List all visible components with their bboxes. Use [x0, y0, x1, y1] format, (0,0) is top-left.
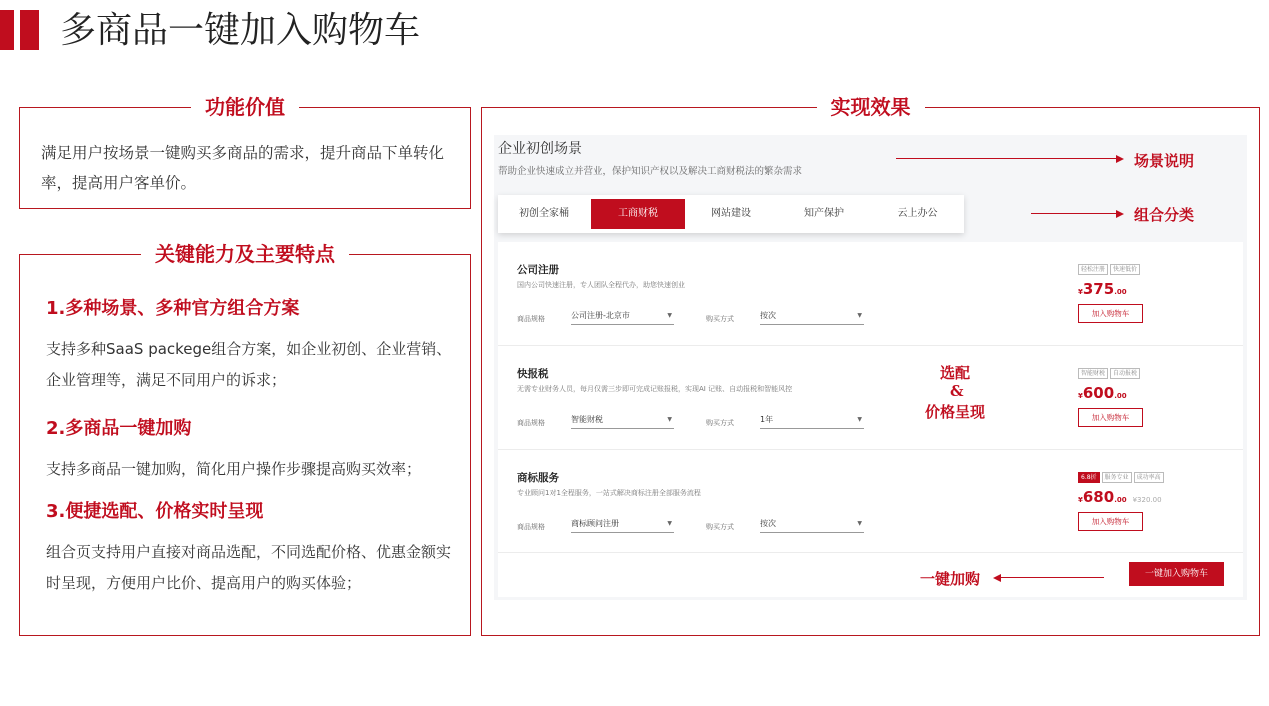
function-value-panel	[19, 95, 471, 209]
scene-description: 帮助企业快速成立并营业，保护知识产权以及解决工商财税法的繁杂需求	[498, 166, 803, 177]
buy-label: 购买方式	[706, 523, 734, 531]
discount-badge: 6.8折	[1078, 472, 1100, 483]
function-value-heading: 功能价值	[20, 94, 470, 120]
spec-select[interactable]: 智能财税 ▼	[571, 413, 674, 429]
effect-heading: 实现效果	[482, 94, 1259, 120]
chevron-down-icon: ▼	[857, 416, 862, 423]
arrow-right-icon	[1116, 155, 1124, 163]
buy-select[interactable]: 1年 ▼	[760, 413, 864, 429]
arrow-right-icon	[1116, 210, 1124, 218]
key-features-panel	[19, 242, 471, 636]
spec-select[interactable]: 商标顾问注册 ▼	[571, 517, 674, 533]
chevron-down-icon: ▼	[667, 416, 672, 423]
spec-select[interactable]: 公司注册-北京市 ▼	[571, 309, 674, 325]
arrow-left-icon	[993, 574, 1001, 582]
function-value-text: 满足用户按场景一键购买多商品的需求，提升商品下单转化率，提高用户客单价。	[41, 144, 445, 192]
title-accent-bar-2	[20, 10, 39, 50]
product-description: 无需专业财务人员，每月仅需三步即可完成记账报税，实现AI 记账、自动报税和智能风控	[517, 385, 793, 393]
tag: 自动报税	[1110, 368, 1140, 379]
feature-heading-3: 3.便捷选配、价格实时呈现	[46, 501, 264, 522]
annotation-scene: 场景说明	[1134, 152, 1195, 170]
product-name: 快报税	[517, 368, 549, 380]
product-card-trademark	[498, 450, 1243, 553]
tab-business-tax[interactable]: 工商财税	[591, 199, 685, 229]
feature-text-2: 支持多商品一键加购，简化用户操作步骤提高购买效率；	[46, 460, 422, 478]
tag: 快速低价	[1110, 264, 1140, 275]
product-name: 公司注册	[517, 264, 559, 276]
product-description: 国内公司快速注册，专人团队全程代办，助您快速创业	[517, 281, 685, 289]
tag: 服务专业	[1102, 472, 1132, 483]
product-tags	[1078, 264, 1142, 275]
product-price: ¥680.00 ¥320.00	[1078, 488, 1162, 506]
annotation-select-1: 选配	[940, 364, 971, 382]
annotation-category: 组合分类	[1134, 206, 1195, 224]
spec-label: 商品规格	[517, 523, 545, 531]
category-tabs	[498, 195, 964, 233]
spec-label: 商品规格	[517, 419, 545, 427]
scene-arrow-line	[896, 158, 1118, 159]
chevron-down-icon: ▼	[857, 520, 862, 527]
tag: 轻松注册	[1078, 264, 1108, 275]
page-title: 多商品一键加入购物车	[60, 10, 421, 51]
product-tags	[1078, 368, 1142, 379]
one-click-add-button[interactable]: 一键加入购物车	[1129, 562, 1224, 586]
tag: 成功率高	[1134, 472, 1164, 483]
product-price: ¥600.00	[1078, 384, 1127, 402]
product-name: 商标服务	[517, 472, 559, 484]
buy-label: 购买方式	[706, 315, 734, 323]
key-features-heading: 关键能力及主要特点	[20, 241, 470, 267]
buy-select[interactable]: 按次 ▼	[760, 309, 864, 325]
annotation-select-amp: &	[950, 382, 964, 400]
add-to-cart-button[interactable]: 加入购物车	[1078, 512, 1143, 531]
product-tags	[1078, 472, 1166, 483]
tab-ip-protection[interactable]: 知产保护	[804, 208, 844, 219]
feature-heading-2: 2.多商品一键加购	[46, 418, 192, 439]
tag: 智能财税	[1078, 368, 1108, 379]
spec-label: 商品规格	[517, 315, 545, 323]
product-description: 专业顾问1对1全程服务，一站式解决商标注册全部服务流程	[517, 489, 701, 497]
scene-title: 企业初创场景	[498, 141, 582, 157]
buy-select[interactable]: 按次 ▼	[760, 517, 864, 533]
annotation-select-2: 价格呈现	[925, 403, 986, 421]
annotation-one-click: 一键加购	[920, 570, 981, 588]
original-price: ¥320.00	[1132, 496, 1162, 504]
chevron-down-icon: ▼	[667, 312, 672, 319]
product-card-quick-tax	[498, 346, 1243, 450]
product-price: ¥375.00	[1078, 280, 1127, 298]
add-to-cart-button[interactable]: 加入购物车	[1078, 304, 1143, 323]
category-arrow-line	[1031, 213, 1118, 214]
tab-startup-bundle[interactable]: 初创全家桶	[519, 208, 569, 219]
tab-cloud-office[interactable]: 云上办公	[897, 208, 938, 219]
one-click-arrow-line	[1000, 577, 1104, 578]
product-card-company-registration	[498, 242, 1243, 346]
chevron-down-icon: ▼	[667, 520, 672, 527]
feature-text-1: 支持多种SaaS packege组合方案，如企业初创、企业营销、企业管理等，满足不同用户的诉求；	[46, 340, 452, 389]
add-to-cart-button[interactable]: 加入购物车	[1078, 408, 1143, 427]
feature-heading-1: 1.多种场景、多种官方组合方案	[46, 298, 300, 319]
chevron-down-icon: ▼	[857, 312, 862, 319]
tab-website[interactable]: 网站建设	[711, 208, 751, 219]
feature-text-3: 组合页支持用户直接对商品选配，不同选配价格、优惠金额实时呈现，方便用户比价、提高用户的购买体验；	[46, 543, 452, 592]
title-accent-bar	[0, 10, 14, 50]
buy-label: 购买方式	[706, 419, 734, 427]
